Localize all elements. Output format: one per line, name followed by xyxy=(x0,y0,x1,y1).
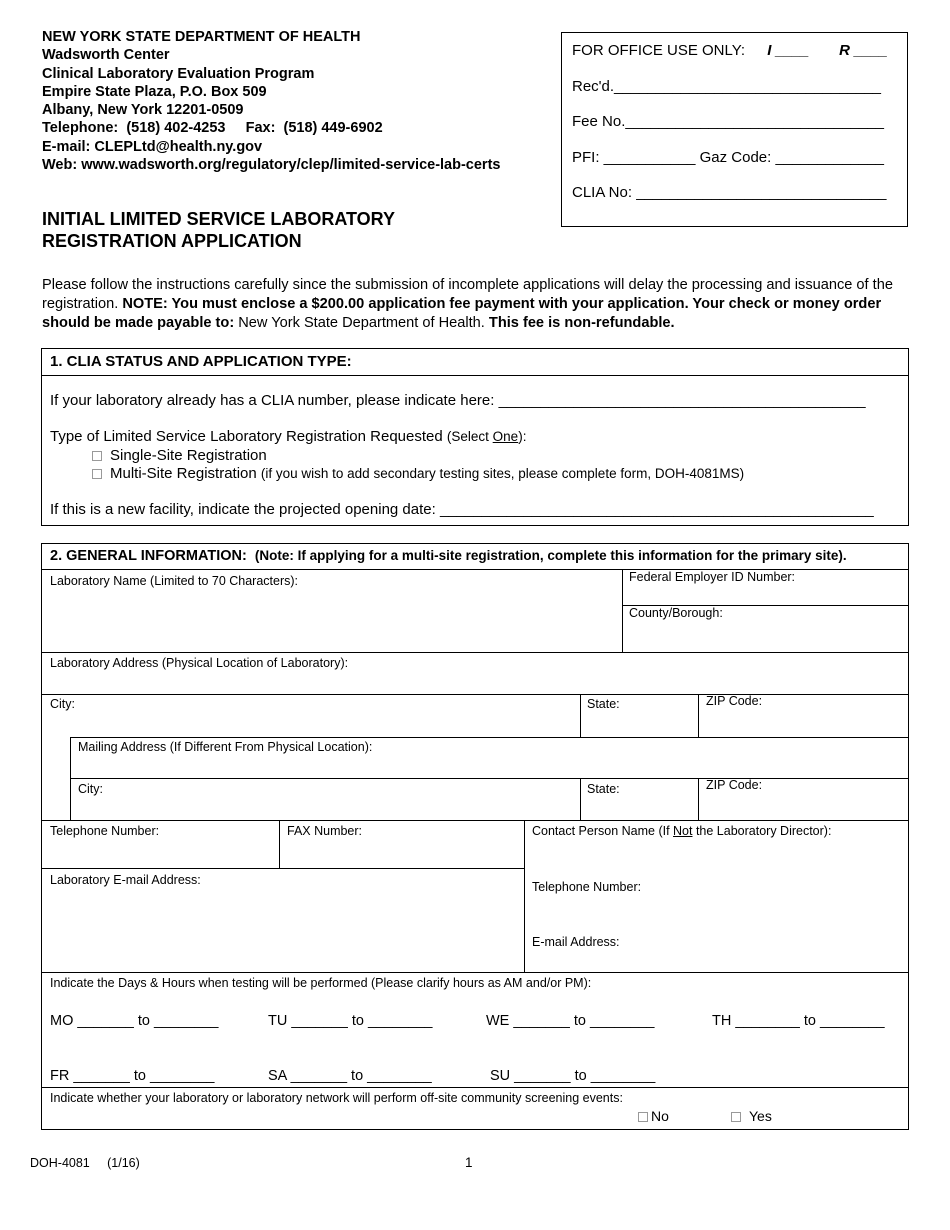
screening-no-option[interactable]: No xyxy=(638,1108,669,1124)
thursday-hours-field[interactable]: TH ________ to ________ xyxy=(712,1013,885,1029)
header-line: Web: www.wadsworth.org/regulatory/clep/limited-service-lab-certs xyxy=(42,157,501,174)
screening-yes-option[interactable]: Yes xyxy=(731,1108,772,1124)
section1-box xyxy=(41,348,909,526)
mailing-city-field[interactable]: City: xyxy=(78,782,103,796)
fax-field[interactable]: FAX Number: xyxy=(287,824,363,838)
wednesday-hours-field[interactable]: WE _______ to ________ xyxy=(486,1013,655,1029)
header-line: NEW YORK STATE DEPARTMENT OF HEALTH xyxy=(42,29,361,45)
office-i-field[interactable]: I ____ xyxy=(767,42,809,59)
testing-days-question: Indicate the Days & Hours when testing will be performed (Please clarify hours as AM and/or PM): xyxy=(50,976,592,990)
single-site-checkbox[interactable] xyxy=(92,451,102,461)
office-recd-field[interactable]: Rec'd.________________________________ xyxy=(572,78,882,95)
mailing-zip-field[interactable]: ZIP Code: xyxy=(706,778,763,792)
mailing-address-field[interactable]: Mailing Address (If Different From Physical Location): xyxy=(78,740,373,754)
header-line: Empire State Plaza, P.O. Box 509 xyxy=(42,83,267,100)
office-use-label: FOR OFFICE USE ONLY: I ____ R ____ xyxy=(572,42,888,59)
contact-telephone-field[interactable]: Telephone Number: xyxy=(532,880,642,894)
sunday-hours-field[interactable]: SU _______ to ________ xyxy=(490,1068,656,1084)
header-line: Telephone: (518) 402-4253 Fax: (518) 449-6902 xyxy=(42,120,383,137)
lab-address-field[interactable]: Laboratory Address (Physical Location of Laboratory): xyxy=(50,656,349,670)
section1-heading: 1. CLIA STATUS AND APPLICATION TYPE: xyxy=(42,349,908,376)
contact-person-field[interactable]: Contact Person Name (If Not the Laboratory Director): xyxy=(532,824,832,838)
multi-site-checkbox[interactable] xyxy=(92,469,102,479)
contact-email-field[interactable]: E-mail Address: xyxy=(532,935,620,949)
screening-no-checkbox[interactable] xyxy=(638,1112,648,1122)
multi-site-option[interactable]: Multi-Site Registration (if you wish to add secondary testing sites, please complete form, DOH-4081MS) xyxy=(92,465,744,482)
clia-number-field[interactable]: If your laboratory already has a CLIA number, please indicate here: ____________________________________________ xyxy=(50,392,866,409)
saturday-hours-field[interactable]: SA _______ to ________ xyxy=(268,1068,432,1084)
section2-box xyxy=(41,543,909,1130)
tuesday-hours-field[interactable]: TU _______ to ________ xyxy=(268,1013,433,1029)
city-field[interactable]: City: xyxy=(50,697,75,711)
county-field[interactable]: County/Borough: xyxy=(629,606,723,620)
single-site-option[interactable]: Single-Site Registration xyxy=(92,447,267,464)
friday-hours-field[interactable]: FR _______ to ________ xyxy=(50,1068,215,1084)
header-line: Wadsworth Center xyxy=(42,47,170,64)
opening-date-field[interactable]: If this is a new facility, indicate the projected opening date: ____________________________________________________ xyxy=(50,501,874,518)
form-number: DOH-4081 (1/16) xyxy=(30,1156,140,1170)
office-pfi-field[interactable]: PFI: ___________ Gaz Code: _____________ xyxy=(572,149,884,166)
office-use-box xyxy=(561,32,908,227)
lab-name-field[interactable]: Laboratory Name (Limited to 70 Characters): xyxy=(50,574,299,588)
header-line: Albany, New York 12201-0509 xyxy=(42,102,244,119)
office-fee-field[interactable]: Fee No._______________________________ xyxy=(572,113,884,130)
section2-heading: 2. GENERAL INFORMATION: (Note: If applying for a multi-site registration, complete this information for the primary site). xyxy=(50,548,847,564)
header-line: E-mail: CLEPLtd@health.ny.gov xyxy=(42,138,263,155)
lab-email-field[interactable]: Laboratory E-mail Address: xyxy=(50,873,201,887)
agency-header xyxy=(42,28,500,174)
instructions-paragraph: Please follow the instructions carefully since the submission of incomplete applications will delay the processing and issuance of the registration. NOTE: You must enclose a $200.00 application fee payment with your application. Your check or money order should be made payable to: New York State Department of Health. This fee is non-refundable. xyxy=(42,277,893,331)
mailing-state-field[interactable]: State: xyxy=(587,782,620,796)
header-line: Clinical Laboratory Evaluation Program xyxy=(42,65,315,82)
telephone-field[interactable]: Telephone Number: xyxy=(50,824,160,838)
page-number: 1 xyxy=(465,1155,473,1170)
screening-yes-checkbox[interactable] xyxy=(731,1112,741,1122)
fein-field[interactable]: Federal Employer ID Number: xyxy=(629,570,796,584)
form-title: INITIAL LIMITED SERVICE LABORATORY REGISTRATION APPLICATION xyxy=(42,209,396,251)
state-field[interactable]: State: xyxy=(587,697,620,711)
zip-field[interactable]: ZIP Code: xyxy=(706,694,763,708)
registration-type-question: Type of Limited Service Laboratory Registration Requested (Select One): xyxy=(50,428,527,445)
office-r-field[interactable]: R ____ xyxy=(839,42,888,59)
monday-hours-field[interactable]: MO _______ to ________ xyxy=(50,1013,219,1029)
office-clia-field[interactable]: CLIA No: ______________________________ xyxy=(572,184,887,201)
screening-events-question: Indicate whether your laboratory or laboratory network will perform off-site community screening events: xyxy=(50,1091,623,1105)
